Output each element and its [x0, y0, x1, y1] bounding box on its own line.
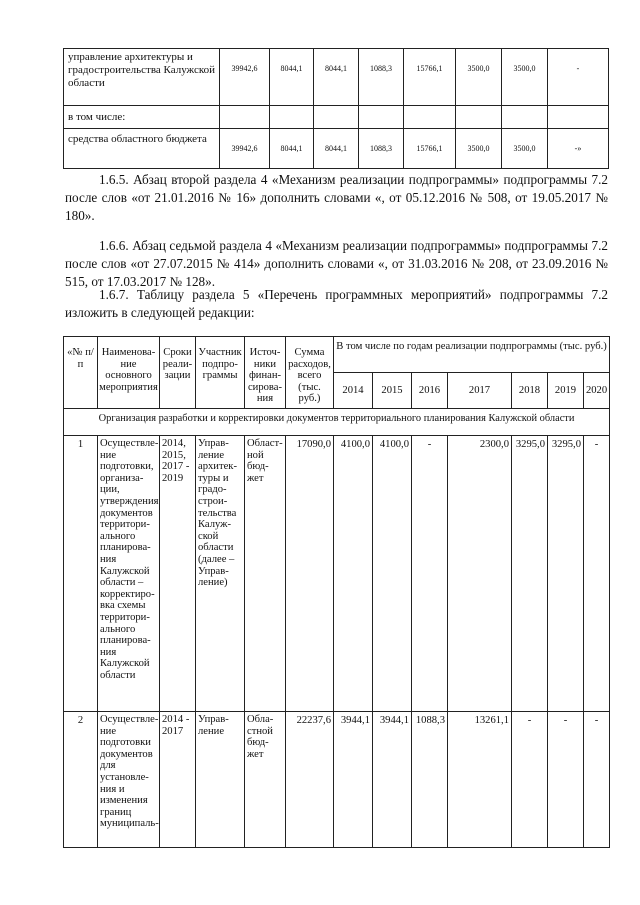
header-year: 2018 [512, 373, 548, 409]
row-sum: 22237,6 [286, 712, 334, 848]
cell-value: 3500,0 [502, 129, 548, 169]
section-row [64, 409, 610, 436]
cell-value: - [548, 49, 609, 106]
paragraph-text: 1.6.5. Абзац второй раздела 4 «Механизм реализации подпрограммы» подпрограммы 7.2 после слов «от 21.01.2016 № 16» дополнить словами «, от 05.12.2016 № 508, от 19.05.2017 № 180». [65, 172, 608, 223]
cell-value: 1088,3 [359, 49, 404, 106]
row-year-value: - [548, 712, 584, 848]
row-year-value: 1088,3 [412, 712, 448, 848]
row-num: 1 [64, 436, 98, 712]
row-name: управление архитектуры и градостроительства Калужской области [64, 49, 220, 106]
header-year: 2017 [448, 373, 512, 409]
row-terms: 2014, 2015, 2017 - 2019 [160, 436, 196, 712]
cell-value: 3500,0 [456, 49, 502, 106]
header-year: 2016 [412, 373, 448, 409]
program-activities-table [63, 336, 610, 848]
row-year-value: 3295,0 [548, 436, 584, 712]
table-row [64, 129, 609, 169]
section-title: Организация разработки и корректировки документов территориального планирования Калужской области [64, 409, 610, 436]
row-sum: 17090,0 [286, 436, 334, 712]
row-year-value: - [584, 436, 610, 712]
row-name: в том числе: [64, 106, 220, 129]
header-year: 2020 [584, 373, 610, 409]
header-source: Источ-ники финан-сирова-ния [245, 337, 286, 409]
row-source: Област-ной бюд-жет [245, 436, 286, 712]
header-sum: Сумма расходов, всего (тыс. руб.) [286, 337, 334, 409]
table-row [64, 106, 609, 129]
row-year-value: 4100,0 [373, 436, 412, 712]
funding-table [63, 48, 609, 169]
cell-value: 8044,1 [270, 49, 314, 106]
row-activity-name: Осуществле-ние подготовки документов для установле-ния и изменения границ муниципаль- [98, 712, 160, 848]
cell-value: 15766,1 [404, 129, 456, 169]
row-participant: Управ-ление архитек-туры и градо-строи-тельства Калуж-ской области (далее – Управ-ление) [196, 436, 245, 712]
row-name: средства областного бюджета [64, 129, 220, 169]
row-year-value: - [584, 712, 610, 848]
paragraph-1-6-5 [65, 171, 608, 225]
row-year-value: 13261,1 [448, 712, 512, 848]
cell-total: 39942,6 [220, 129, 270, 169]
cell-value: 1088,3 [359, 129, 404, 169]
cell-value: 8044,1 [314, 129, 359, 169]
table-row [64, 49, 609, 106]
header-row [64, 337, 610, 373]
row-year-value: 2300,0 [448, 436, 512, 712]
row-year-value: 4100,0 [334, 436, 373, 712]
paragraph-1-6-7 [65, 286, 608, 322]
cell-value: 8044,1 [314, 49, 359, 106]
table-row [64, 712, 610, 848]
row-year-value: 3295,0 [512, 436, 548, 712]
row-terms: 2014 - 2017 [160, 712, 196, 848]
paragraph-text: 1.6.7. Таблицу раздела 5 «Перечень программных мероприятий» подпрограммы 7.2 изложить в следующей редакции: [65, 287, 608, 320]
row-year-value: - [512, 712, 548, 848]
row-participant: Управ-ление [196, 712, 245, 848]
header-participant: Участник подпро-граммы [196, 337, 245, 409]
header-year: 2015 [373, 373, 412, 409]
header-year: 2019 [548, 373, 584, 409]
cell-value: 3500,0 [456, 129, 502, 169]
paragraph-text: 1.6.6. Абзац седьмой раздела 4 «Механизм реализации подпрограммы» подпрограммы 7.2 после слов «от 27.07.2015 № 414» дополнить словами «, от 31.03.2016 № 208, от 23.09.2016 № 515, от 17.03.2017 № 128». [65, 238, 608, 289]
row-num: 2 [64, 712, 98, 848]
row-source: Обла-стной бюд-жет [245, 712, 286, 848]
cell-value: 3500,0 [502, 49, 548, 106]
row-year-value: 3944,1 [334, 712, 373, 848]
cell-value: 15766,1 [404, 49, 456, 106]
header-by-years: В том числе по годам реализации подпрограммы (тыс. руб.) [334, 337, 610, 373]
header-year: 2014 [334, 373, 373, 409]
row-activity-name: Осуществле-ние подготовки, организа-ции, утверждения документов территори-ального планирова-ния Калужской области – корректиро-вка схемы территори-ального планирова-ния Калужской области [98, 436, 160, 712]
row-year-value: 3944,1 [373, 712, 412, 848]
cell-value: 8044,1 [270, 129, 314, 169]
cell-total: 39942,6 [220, 49, 270, 106]
table-row [64, 436, 610, 712]
header-num: «№ п/п [64, 337, 98, 409]
paragraph-1-6-6 [65, 237, 608, 291]
cell-value: -» [548, 129, 609, 169]
header-name: Наименова-ние основного мероприятия [98, 337, 160, 409]
header-terms: Сроки реали-зации [160, 337, 196, 409]
row-year-value: - [412, 436, 448, 712]
